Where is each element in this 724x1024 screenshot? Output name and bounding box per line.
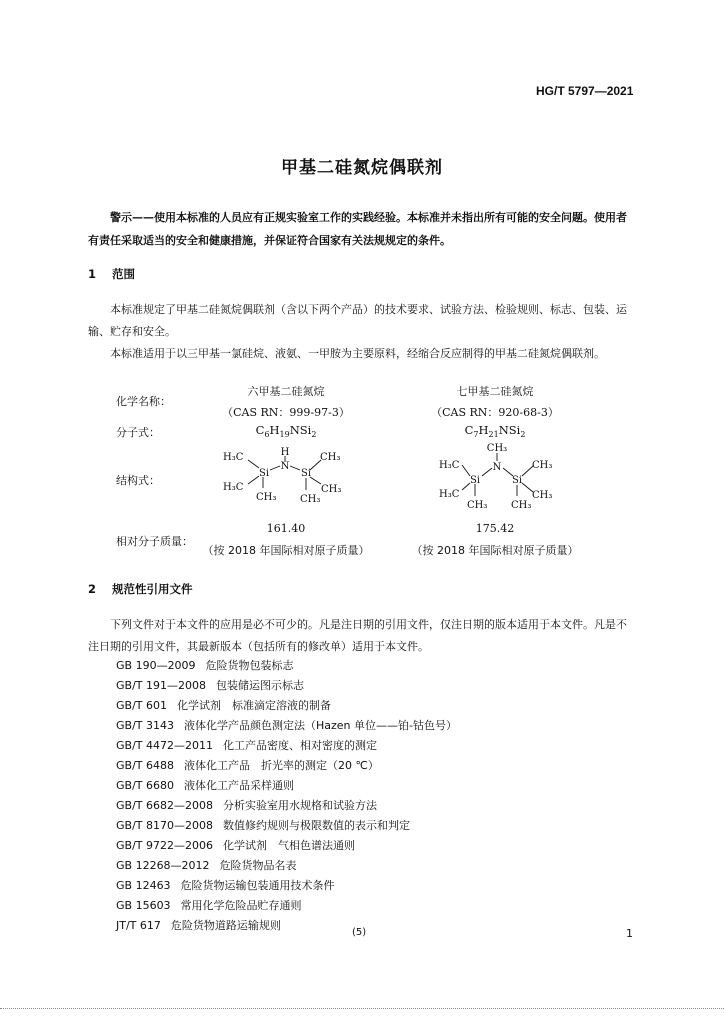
reference-list (116, 656, 457, 936)
section-number: 1 (88, 267, 97, 281)
document-title: 甲基二硅氮烷偶联剂 (281, 158, 443, 178)
group-ch3-right: CH₃ (321, 484, 342, 495)
atom-n: N (280, 461, 290, 472)
group-ch3-n: CH₃ (486, 443, 508, 454)
section-title: 范围 (112, 267, 136, 281)
atom-si-right: Si (511, 475, 523, 486)
group-ch3-left-bottom: CH₃ (256, 492, 277, 503)
group-h3c-bottom: H₃C (223, 482, 244, 493)
list-item: GB/T 8170—2008 数值修约规则与极限数值的表示和判定 (116, 819, 410, 832)
group-h3c-top: H₃C (439, 460, 460, 471)
label-molecular-mass: 相对分子质量： (116, 535, 193, 548)
list-item: GB/T 4472—2011 化工产品密度、相对密度的测定 (116, 739, 377, 752)
list-item: GB 190—2009 危险货物包装标志 (116, 659, 294, 672)
group-ch3-right-bottom: CH₃ (300, 494, 321, 505)
product-1-mass: 161.40 (266, 522, 306, 535)
warning-paragraph: 警示——使用本标准的人员应有正规实验室工作的实践经验。本标准并未指出所有可能的安全问题。使用者有责任采取适当的安全和健康措施，并保证符合国家有关法规规定的条件。 (88, 211, 627, 247)
group-ch3-right: CH₃ (532, 490, 553, 501)
footer-center-mark: (5) (352, 927, 367, 938)
group-ch3-left-bottom: CH₃ (467, 500, 488, 511)
list-item: GB 15603 常用化学危险品贮存通则 (116, 899, 302, 912)
product-2-cas: （CAS RN：920-68-3） (431, 406, 559, 419)
list-item: GB/T 6680 液体化工产品采样通则 (116, 779, 294, 792)
section-2-heading (88, 581, 193, 597)
label-structural-formula: 结构式： (116, 474, 160, 487)
group-h3c-bottom: H₃C (439, 489, 460, 500)
list-item: GB/T 6682—2008 分析实验室用水规格和试验方法 (116, 799, 377, 812)
atom-si-left: Si (469, 475, 481, 486)
page-number: 1 (626, 927, 633, 940)
structure-heptamethyldisilazane (437, 438, 567, 518)
bottom-rule (0, 1008, 724, 1009)
list-item: GB/T 601 化学试剂 标准滴定溶液的制备 (116, 699, 331, 712)
label-chemical-name: 化学名称： (116, 395, 171, 408)
structure-hexamethyldisilazane (222, 446, 352, 508)
product-2-formula: $C_7H_{21}NSi_2$ (464, 423, 526, 439)
product-2-mass-note: （按 2018 年国际相对原子质量） (411, 544, 579, 557)
scope-paragraph-2: 本标准适用于以三甲基一氯硅烷、液氨、一甲胺为主要原料，经缩合反应制得的甲基二硅氮烷偶联剂。 (110, 347, 605, 360)
group-ch3-top-right: CH₃ (532, 460, 553, 471)
atom-si-left: Si (258, 468, 270, 479)
list-item: GB/T 9722—2006 化学试剂 气相色谱法通则 (116, 839, 355, 852)
list-item: GB/T 6488 液体化工产品 折光率的测定（20 ℃） (116, 759, 379, 772)
section-number: 2 (88, 582, 97, 596)
section-title: 规范性引用文件 (112, 582, 193, 596)
product-1-cas: （CAS RN：999-97-3） (222, 406, 350, 419)
list-item: GB/T 3143 液体化学产品颜色测定法（Hazen 单位——铂-钴色号） (116, 719, 457, 732)
product-1-name: 六甲基二硅氮烷 (247, 385, 325, 398)
atom-h: H (280, 447, 290, 458)
group-h3c-top: H₃C (223, 452, 244, 463)
list-item: GB 12463 危险货物运输包装通用技术条件 (116, 879, 335, 892)
list-item: GB/T 191—2008 包装储运图示标志 (116, 679, 304, 692)
standard-code: HG/T 5797—2021 (536, 84, 634, 98)
product-2-mass: 175.42 (475, 522, 515, 535)
list-item: GB 12268—2012 危险货物品名表 (116, 859, 297, 872)
atom-n: N (492, 462, 502, 473)
label-molecular-formula: 分子式： (116, 426, 160, 439)
references-intro: 下列文件对于本文件的应用是必不可少的。凡是注日期的引用文件，仅注日期的版本适用于本文件。凡是不注日期的引用文件，其最新版本（包括所有的修改单）适用于本文件。 (88, 618, 627, 653)
group-ch3-top-right: CH₃ (320, 452, 341, 463)
product-2-name: 七甲基二硅氮烷 (456, 385, 534, 398)
product-1-formula: $C_6H_{19}NSi_2$ (255, 423, 317, 439)
group-ch3-right-bottom: CH₃ (511, 500, 532, 511)
atom-si-right: Si (300, 468, 312, 479)
list-item: JT/T 617 危险货物道路运输规则 (116, 919, 281, 932)
product-1-mass-note: （按 2018 年国际相对原子质量） (202, 544, 370, 557)
scope-paragraph-1: 本标准规定了甲基二硅氮烷偶联剂（含以下两个产品）的技术要求、试验方法、检验规则、标志、包装、运输、贮存和安全。 (88, 303, 627, 338)
section-1-heading (88, 266, 135, 282)
